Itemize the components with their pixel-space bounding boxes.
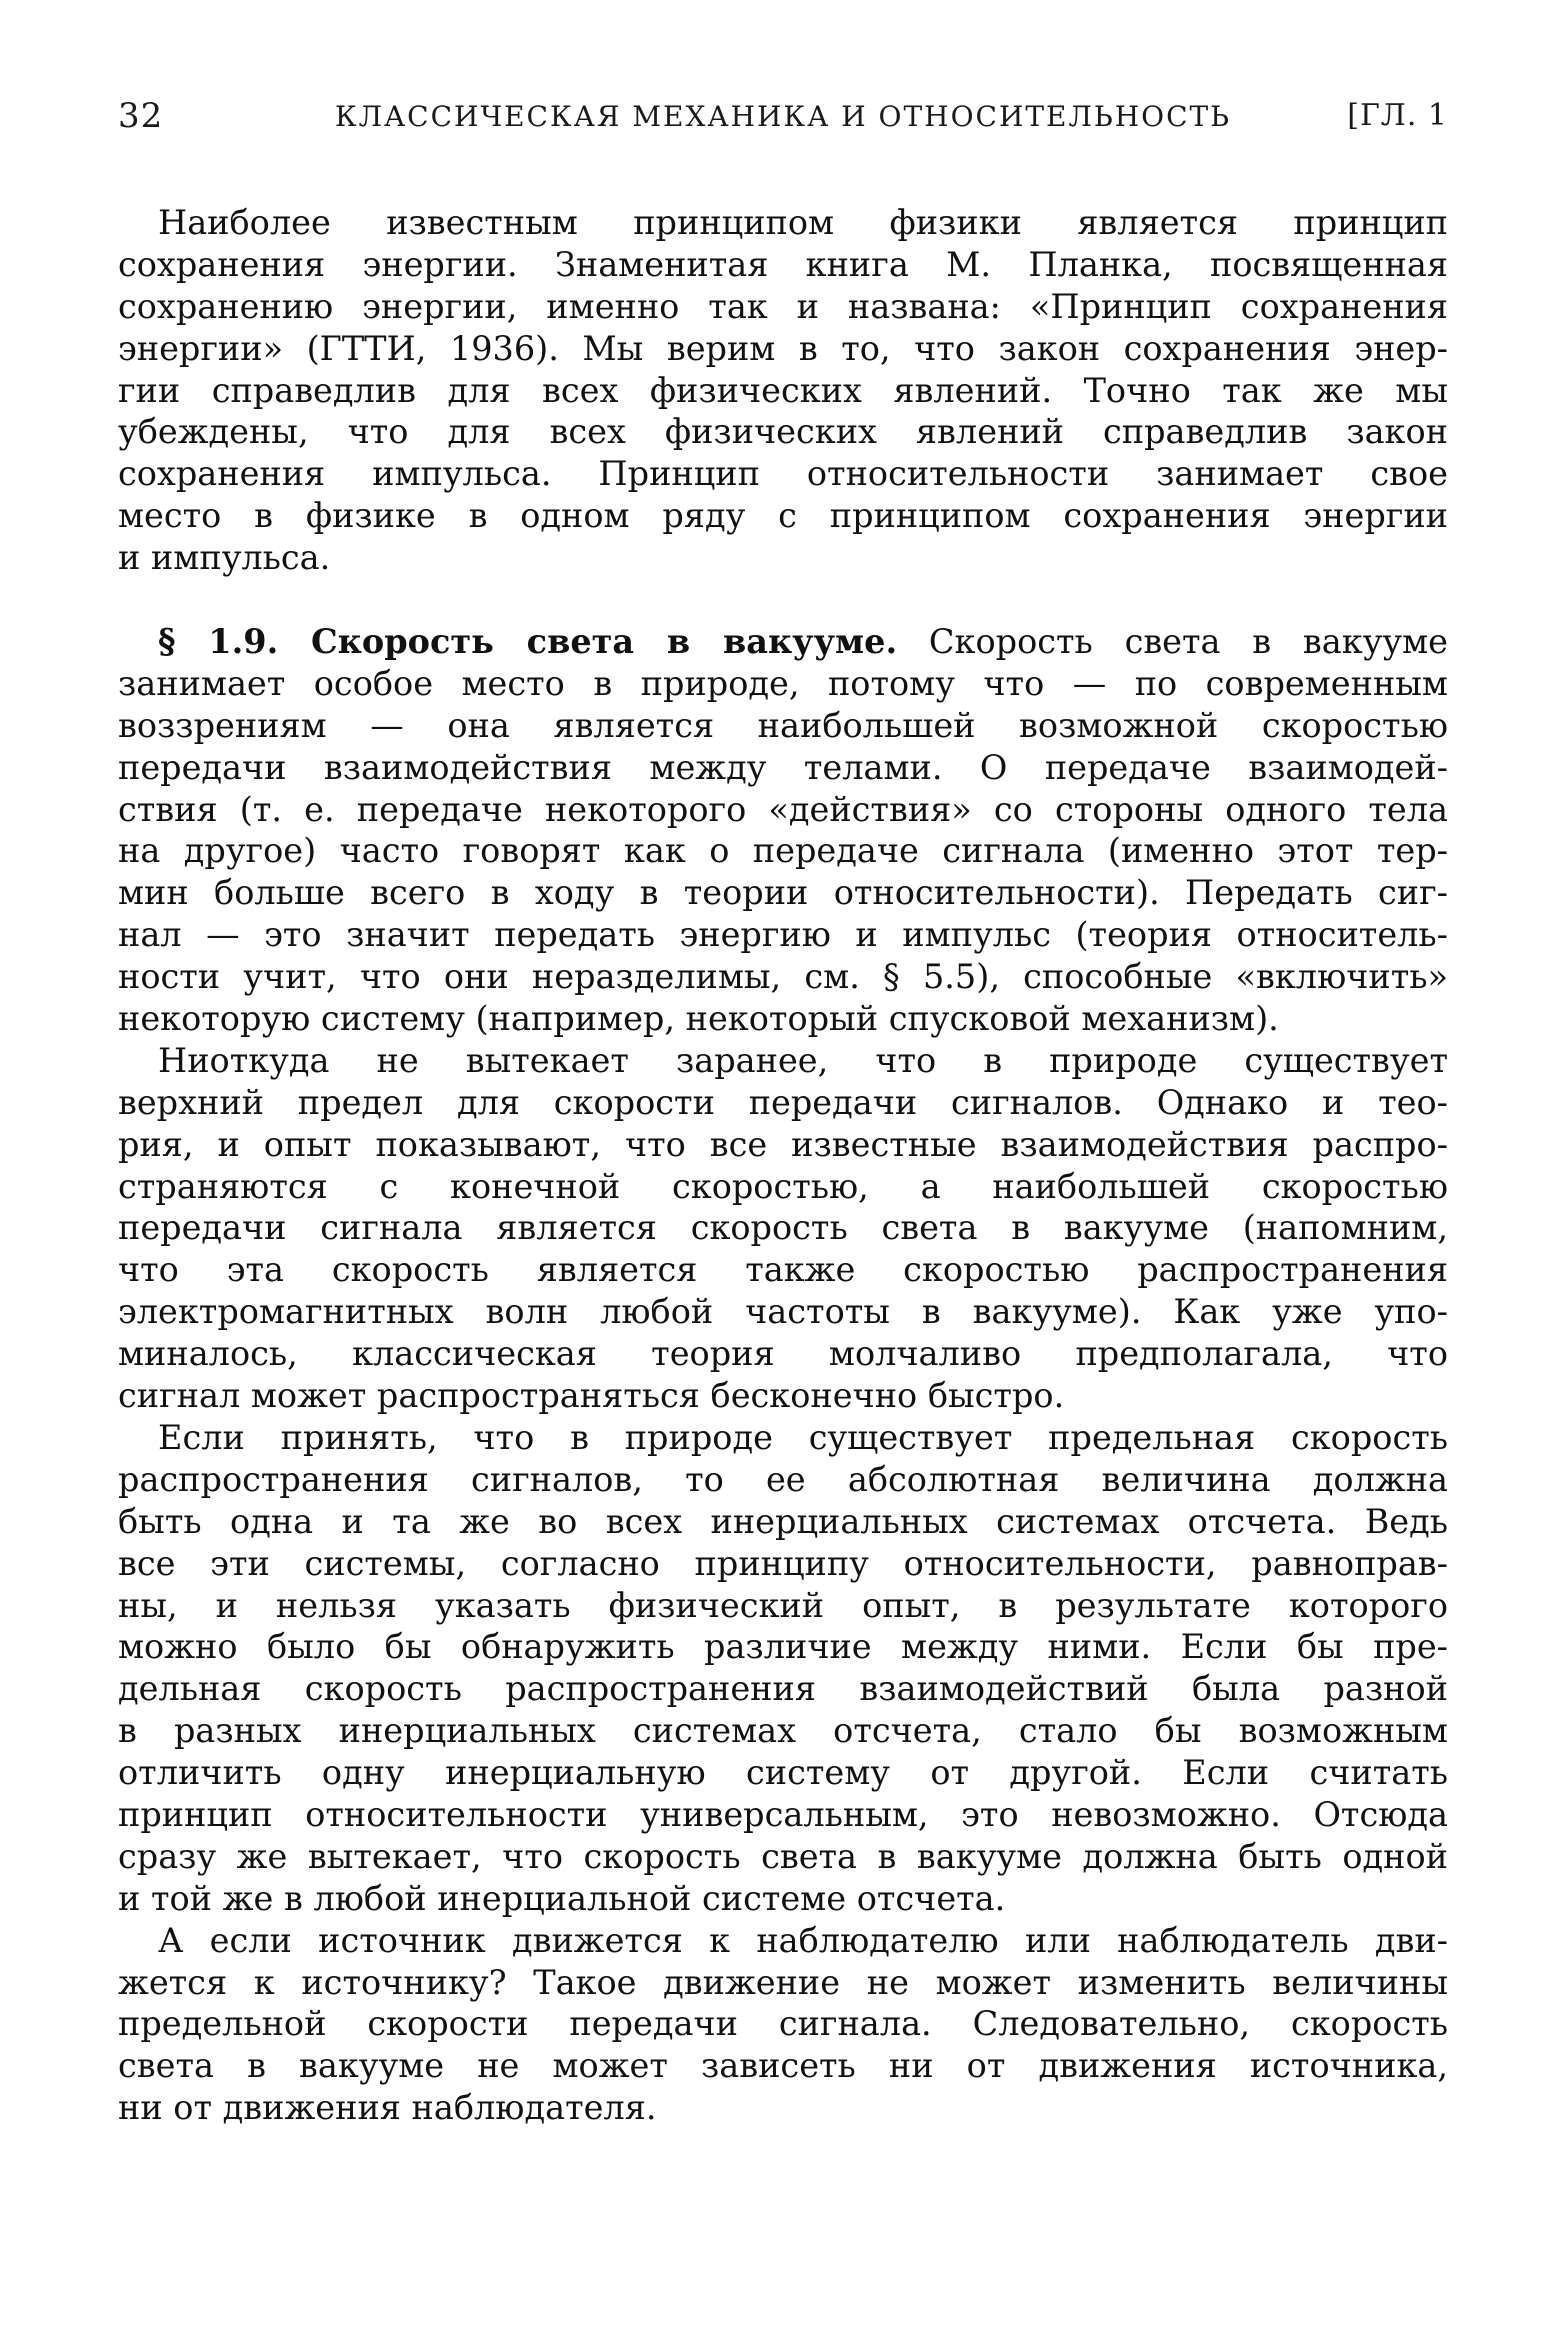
text-line: сохранению энергии, именно так и названа: «Принцип сохранения: [118, 286, 1448, 326]
text-line: страняются с конечной скоростью, а наибольшей скоростью: [118, 1166, 1448, 1206]
book-page: [118, 96, 1448, 2129]
text-line: и импульса.: [118, 538, 331, 578]
section-first-line: [118, 621, 1448, 663]
text-fragment: Скорость света в вакууме: [928, 622, 1448, 662]
text-line: ни от движения наблюдателя.: [118, 2088, 657, 2128]
paragraph-limit-speed: [118, 1417, 1448, 1920]
text-line: место в физике в одном ряду с принципом сохранения энергии: [118, 496, 1448, 536]
text-line: воззрениям — она является наибольшей возможной скоростью: [118, 705, 1448, 745]
text-line: передачи взаимодействия между телами. О передаче взаимодей-: [118, 747, 1448, 787]
text-line: Если принять, что в природе существует предельная скорость: [158, 1417, 1448, 1457]
paragraph-upper-limit: [118, 1040, 1448, 1417]
text-line: распространения сигналов, то ее абсолютная величина должна: [118, 1459, 1448, 1499]
text-line: быть одна и та же во всех инерциальных системах отсчета. Ведь: [118, 1501, 1448, 1541]
running-head: [118, 96, 1448, 142]
text-line: можно было бы обнаружить различие между ними. Если бы пре-: [118, 1627, 1448, 1667]
text-line: все эти системы, согласно принципу относительности, равноправ-: [118, 1543, 1448, 1583]
section-heading: § 1.9. Скорость света в вакууме.: [158, 622, 898, 662]
text-line: Ниоткуда не вытекает заранее, что в природе существует: [158, 1040, 1448, 1080]
section-speed-of-light: [118, 621, 1448, 1040]
text-line: и той же в любой инерциальной системе отсчета.: [118, 1878, 1006, 1918]
text-line: нал — это значит передать энергию и импульс (теория относитель-: [118, 915, 1448, 955]
text-line: электромагнитных волн любой частоты в вакууме). Как уже упо-: [118, 1292, 1448, 1332]
text-line: сохранения энергии. Знаменитая книга М. Планка, посвященная: [118, 244, 1448, 284]
text-line: света в вакууме не может зависеть ни от движения источника,: [118, 2046, 1448, 2086]
chapter-marker: [ГЛ. 1: [1347, 98, 1448, 133]
text-line: в разных инерциальных системах отсчета, стало бы возможным: [118, 1711, 1448, 1751]
text-line: миналось, классическая теория молчаливо предполагала, что: [118, 1334, 1448, 1374]
text-line: гии справедлив для всех физических явлений. Точно так же мы: [118, 370, 1448, 410]
body-text: [118, 202, 1448, 2129]
paragraph-energy-conservation: [118, 202, 1448, 579]
text-line: сразу же вытекает, что скорость света в вакууме должна быть одной: [118, 1836, 1448, 1876]
text-line: мин больше всего в ходу в теории относительности). Передать сиг-: [118, 873, 1448, 913]
text-line: принцип относительности универсальным, это невозможно. Отсюда: [118, 1794, 1448, 1834]
text-line: предельной скорости передачи сигнала. Следовательно, скорость: [118, 2004, 1448, 2044]
running-title: КЛАССИЧЕСКАЯ МЕХАНИКА И ОТНОСИТЕЛЬНОСТЬ: [334, 100, 1232, 133]
paragraph-source-motion: [118, 1920, 1448, 2129]
text-line: сохранения импульса. Принцип относительности занимает свое: [118, 454, 1448, 494]
text-line: ны, и нельзя указать физический опыт, в результате которого: [118, 1585, 1448, 1625]
text-line: ности учит, что они неразделимы, см. § 5.5), способные «включить»: [118, 957, 1448, 997]
text-line: Наиболее известным принципом физики является принцип: [158, 203, 1448, 242]
text-line: что эта скорость является также скоростью распространения: [118, 1250, 1448, 1290]
text-line: энергии» (ГТТИ, 1936). Мы верим в то, что закон сохранения энер-: [118, 328, 1448, 368]
text-line: верхний предел для скорости передачи сигналов. Однако и тео-: [118, 1082, 1448, 1122]
text-line: отличить одну инерциальную систему от другой. Если считать: [118, 1753, 1448, 1793]
text-line: занимает особое место в природе, потому что — по современным: [118, 663, 1448, 703]
page-number: 32: [118, 96, 164, 136]
text-line: А если источник движется к наблюдателю или наблюдатель дви-: [158, 1920, 1448, 1960]
text-line: на другое) часто говорят как о передаче сигнала (именно этот тер-: [118, 831, 1448, 871]
text-line: некоторую систему (например, некоторый спусковой механизм).: [118, 999, 1279, 1039]
text-line: жется к источнику? Такое движение не может изменить величины: [118, 1962, 1448, 2002]
text-line: рия, и опыт показывают, что все известные взаимодействия распро-: [118, 1124, 1448, 1164]
text-line: убеждены, что для всех физических явлений справедлив закон: [118, 412, 1448, 452]
text-line: передачи сигнала является скорость света в вакууме (напомним,: [118, 1208, 1448, 1248]
text-line: ствия (т. е. передаче некоторого «действия» со стороны одного тела: [118, 789, 1448, 829]
text-line: дельная скорость распространения взаимодействий была разной: [118, 1669, 1448, 1709]
text-line: сигнал может распространяться бесконечно быстро.: [118, 1376, 1065, 1416]
